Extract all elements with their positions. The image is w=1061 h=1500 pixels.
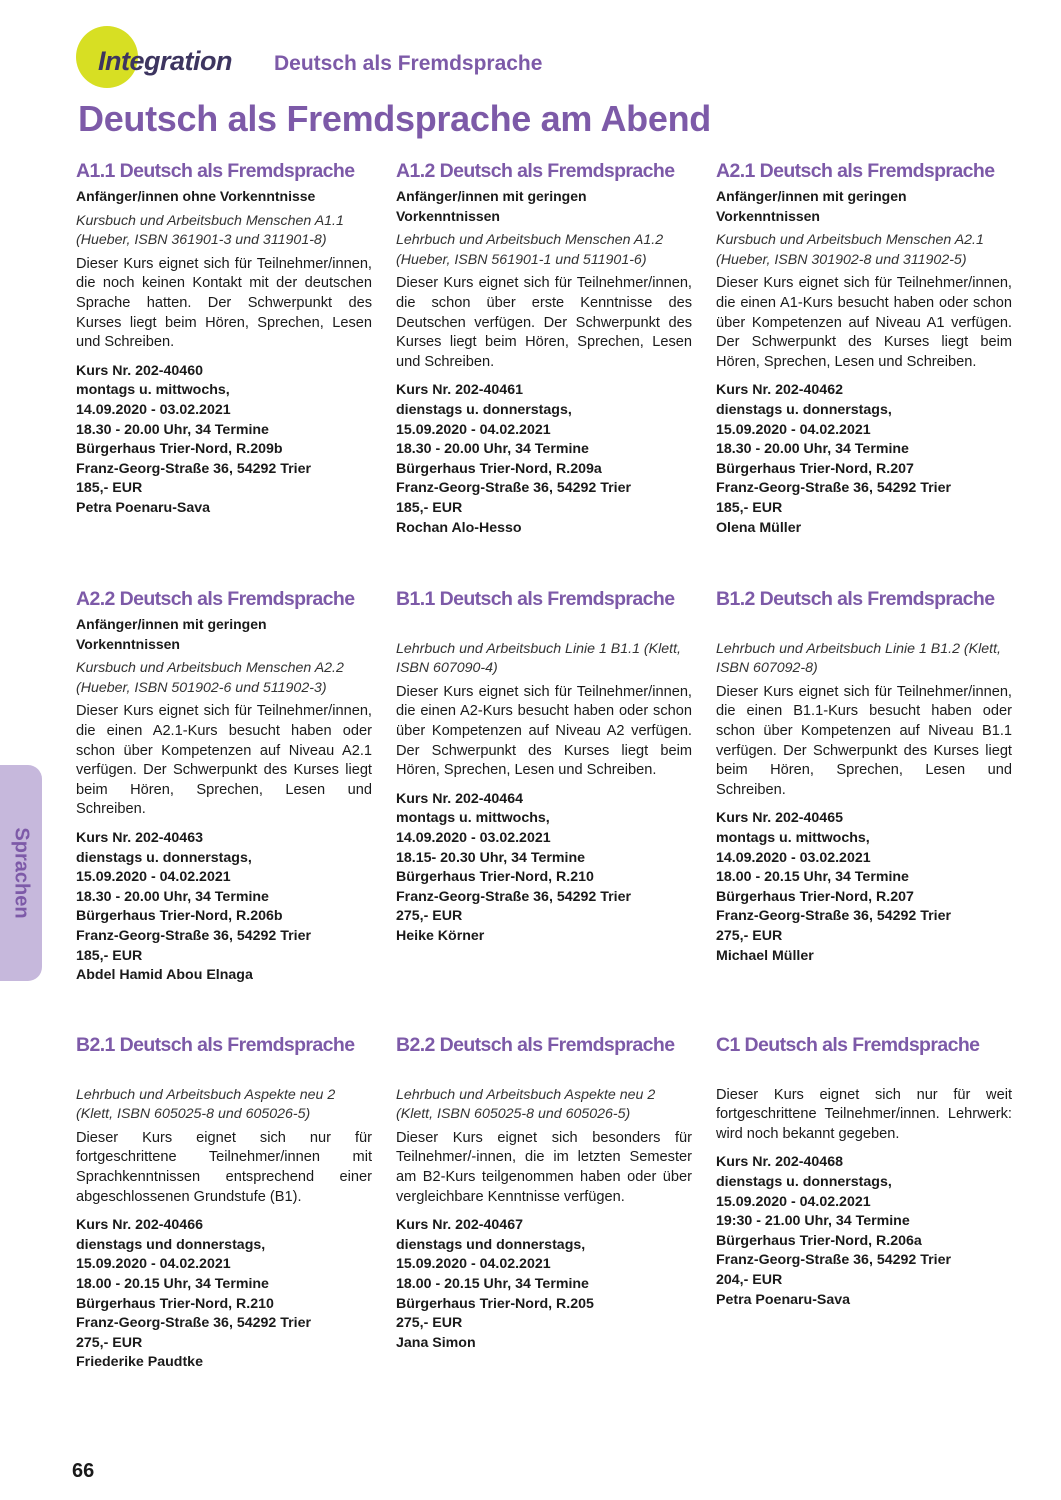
course-description: Dieser Kurs eignet sich für Teilnehmer/innen, die einen A2-Kurs besucht haben oder schon über Kompetenzen auf Niveau A2 verfügen. Der Schwerpunkt des Kurses liegt beim Hören, Sprechen, Lesen und Schreiben. [396,683,692,779]
course-dates: 14.09.2020 - 03.02.2021 [76,401,231,418]
course-time: 18.30 - 20.00 Uhr, 34 Termine [396,441,589,458]
course-days: dienstags u. donnerstags, [716,401,892,418]
course-time: 18.30 - 20.00 Uhr, 34 Termine [716,441,909,458]
course-address: Franz-Georg-Straße 36, 54292 Trier [76,460,311,477]
course-level [396,1061,692,1081]
course-title: C1 Deutsch als Fremdsprache [716,1034,980,1056]
course-title: B2.1 Deutsch als Fremdsprache [76,1034,355,1056]
course-price: 204,- EUR [716,1271,783,1288]
course-number: Kurs Nr. 202-40460 [76,362,203,379]
course-room: Bürgerhaus Trier-Nord, R.209b [76,441,283,458]
course-number: Kurs Nr. 202-40467 [396,1217,523,1234]
course-book: Lehrbuch und Arbeitsbuch Menschen A1.2 (Hueber, ISBN 561901-1 und 511901-6) [396,232,664,268]
course-title: B1.1 Deutsch als Fremdsprache [396,588,675,610]
course-number: Kurs Nr. 202-40462 [716,382,843,399]
course-number: Kurs Nr. 202-40466 [76,1217,203,1234]
course-block [76,1032,372,1373]
course-info [76,1216,372,1373]
course-description: Dieser Kurs eignet sich für Teilnehmer/innen, die einen B1.1-Kurs besucht haben oder schon über Kompetenzen auf Niveau B1.1 verfügen. Der Schwerpunkt des Kurses liegt beim Hören, Sprechen, Lesen und Schreiben. [716,683,1012,798]
course-level: Anfänger/innen mit geringen Vorkenntnissen [396,188,587,224]
course-days: dienstags u. donnerstags, [396,401,572,418]
course-title: A1.1 Deutsch als Fremdsprache [76,160,355,182]
course-info [76,829,372,986]
course-teacher: Petra Poenaru-Sava [716,1291,851,1308]
course-teacher: Abdel Hamid Abou Elnaga [76,967,253,984]
course-level [716,615,1012,635]
course-title: B2.2 Deutsch als Fremdsprache [396,1034,675,1056]
course-description: Dieser Kurs eignet sich nur für fortgeschrittene Teilnehmer/innen mit Sprachkenntnissen entsprechend einer abgeschlossenen Grundstufe (B1). [76,1129,372,1205]
course-time: 18.30 - 20.00 Uhr, 34 Termine [76,421,269,438]
page-header [76,24,1036,104]
course-info [396,1216,692,1353]
course-level: Anfänger/innen ohne Vorkenntnisse [76,188,316,204]
course-level [76,1061,372,1081]
course-info [396,790,692,947]
course-block [76,158,372,519]
course-block [396,158,692,538]
course-description: Dieser Kurs eignet sich für Teilnehmer/innen, die einen A1-Kurs besucht haben oder schon über Kompetenzen auf Niveau A1 verfügen. Der Schwerpunkt des Kurses liegt beim Hören, Sprechen, Lesen und Schreiben. [716,275,1012,370]
course-number: Kurs Nr. 202-40463 [76,829,203,846]
course-number: Kurs Nr. 202-40468 [716,1154,843,1171]
course-block [76,586,372,986]
course-title: A1.2 Deutsch als Fremdsprache [396,160,675,182]
integration-logo-text: Integration [98,46,232,76]
course-dates: 15.09.2020 - 04.02.2021 [76,1256,231,1273]
course-info [76,362,372,519]
course-address: Franz-Georg-Straße 36, 54292 Trier [396,888,631,905]
course-level [396,615,692,635]
course-room: Bürgerhaus Trier-Nord, R.210 [396,869,594,886]
side-tab-label: Sprachen [10,827,33,919]
course-teacher: Friederike Paudtke [76,1354,203,1371]
course-description: Dieser Kurs eignet sich für Teilnehmer/innen, die schon über erste Kenntnisse des Deutschen verfügen. Der Schwerpunkt des Kurses liegt beim Hören, Sprechen, Lesen und Schreiben. [396,275,692,370]
side-tab [0,765,42,981]
course-room: Bürgerhaus Trier-Nord, R.210 [76,1295,274,1312]
course-title: A2.1 Deutsch als Fremdsprache [716,160,995,182]
course-days: dienstags und donnerstags, [396,1236,586,1253]
course-title: A2.2 Deutsch als Fremdsprache [76,588,355,610]
course-title: B1.2 Deutsch als Fremdsprache [716,588,995,610]
course-teacher: Petra Poenaru-Sava [76,499,211,516]
course-address: Franz-Georg-Straße 36, 54292 Trier [716,908,951,925]
course-dates: 15.09.2020 - 04.02.2021 [716,421,871,438]
course-number: Kurs Nr. 202-40461 [396,382,523,399]
course-dates: 15.09.2020 - 04.02.2021 [396,421,551,438]
course-book: Kursbuch und Arbeitsbuch Menschen A2.2 (Hueber, ISBN 501902-6 und 511902-3) [76,660,344,696]
course-level: Anfänger/innen mit geringen Vorkenntnissen [716,188,907,224]
course-block [396,1032,692,1353]
course-days: dienstags u. donnerstags, [76,849,252,866]
course-teacher: Michael Müller [716,947,814,964]
course-days: dienstags u. donnerstags, [716,1173,892,1190]
course-address: Franz-Georg-Straße 36, 54292 Trier [396,480,631,497]
course-days: montags u. mittwochs, [76,382,230,399]
page-number: 66 [72,1460,95,1482]
course-address: Franz-Georg-Straße 36, 54292 Trier [76,927,311,944]
course-time: 18.15- 20.30 Uhr, 34 Termine [396,849,586,866]
course-days: montags u. mittwochs, [716,829,870,846]
course-info [396,381,692,538]
course-room: Bürgerhaus Trier-Nord, R.207 [716,460,914,477]
course-book: Kursbuch und Arbeitsbuch Menschen A2.1 (Hueber, ISBN 301902-8 und 311902-5) [716,232,984,268]
course-address: Franz-Georg-Straße 36, 54292 Trier [76,1315,311,1332]
course-dates: 15.09.2020 - 04.02.2021 [396,1256,551,1273]
page-title: Deutsch als Fremdsprache am Abend [78,98,711,139]
course-room: Bürgerhaus Trier-Nord, R.207 [716,888,914,905]
course-dates: 15.09.2020 - 04.02.2021 [716,1193,871,1210]
course-dates: 14.09.2020 - 03.02.2021 [396,829,551,846]
course-address: Franz-Georg-Straße 36, 54292 Trier [716,480,951,497]
course-book: Lehrbuch und Arbeitsbuch Linie 1 B1.1 (Klett, ISBN 607090-4) [396,640,681,677]
course-price: 185,- EUR [76,480,143,497]
course-time: 18.00 - 20.15 Uhr, 34 Termine [396,1275,589,1292]
course-price: 275,- EUR [396,908,463,925]
course-price: 185,- EUR [76,947,143,964]
course-block [716,1032,1012,1310]
course-time: 19:30 - 21.00 Uhr, 34 Termine [716,1213,910,1230]
course-info [716,809,1012,966]
course-number: Kurs Nr. 202-40464 [396,790,523,807]
course-teacher: Olena Müller [716,519,802,536]
course-book: Lehrbuch und Arbeitsbuch Aspekte neu 2 (Klett, ISBN 605025-8 und 605026-5) [76,1086,336,1123]
course-dates: 15.09.2020 - 04.02.2021 [76,869,231,886]
course-book: Lehrbuch und Arbeitsbuch Aspekte neu 2 (Klett, ISBN 605025-8 und 605026-5) [396,1086,656,1123]
course-room: Bürgerhaus Trier-Nord, R.206a [716,1232,922,1249]
course-days: dienstags und donnerstags, [76,1236,266,1253]
course-price: 185,- EUR [716,499,783,516]
course-info [716,381,1012,538]
course-room: Bürgerhaus Trier-Nord, R.209a [396,460,602,477]
course-time: 18.30 - 20.00 Uhr, 34 Termine [76,888,269,905]
course-number: Kurs Nr. 202-40465 [716,810,843,827]
course-price: 275,- EUR [396,1315,463,1332]
course-price: 275,- EUR [716,927,783,944]
course-teacher: Rochan Alo-Hesso [396,519,522,536]
section-label: Deutsch als Fremdsprache [274,52,543,75]
course-level: Anfänger/innen mit geringen Vorkenntnissen [76,616,267,652]
course-room: Bürgerhaus Trier-Nord, R.206b [76,908,283,925]
course-description: Dieser Kurs eignet sich für Teilnehmer/innen, die noch keinen Kontakt mit der deutschen Sprache hatten. Der Schwerpunkt des Kurses liegt beim Hören, Sprechen, Lesen und Schreiben. [76,255,372,351]
course-dates: 14.09.2020 - 03.02.2021 [716,849,871,866]
course-level [716,1061,1012,1081]
course-book: Lehrbuch und Arbeitsbuch Linie 1 B1.2 (Klett, ISBN 607092-8) [716,640,1001,677]
course-info [716,1153,1012,1310]
course-teacher: Jana Simon [396,1334,476,1351]
course-block [716,158,1012,538]
course-days: montags u. mittwochs, [396,810,550,827]
course-time: 18.00 - 20.15 Uhr, 34 Termine [716,869,909,886]
course-description: Dieser Kurs eignet sich besonders für Teilnehmer/-innen, die im letzten Semester am B2-Kurs teilgenommen haben oder über vergleichbare Kenntnisse verfügen. [396,1129,692,1205]
course-description: Dieser Kurs eignet sich für Teilnehmer/innen, die einen A2.1-Kurs besucht haben oder schon über Kompetenzen auf Niveau A2.1 verfügen. Der Schwerpunkt des Kurses liegt beim Hören, Sprechen, Lesen und Schreiben. [76,703,372,818]
course-room: Bürgerhaus Trier-Nord, R.205 [396,1295,594,1312]
course-block [396,586,692,947]
course-block [716,586,1012,966]
course-price: 185,- EUR [396,499,463,516]
course-time: 18.00 - 20.15 Uhr, 34 Termine [76,1275,269,1292]
course-teacher: Heike Körner [396,927,485,944]
course-description: Dieser Kurs eignet sich nur für weit fortgeschrittene Teilnehmer/innen. Lehrwerk: wird noch bekannt gegeben. [716,1086,1012,1142]
course-address: Franz-Georg-Straße 36, 54292 Trier [716,1252,951,1269]
course-price: 275,- EUR [76,1334,143,1351]
course-book: Kursbuch und Arbeitsbuch Menschen A1.1 (Hueber, ISBN 361901-3 und 311901-8) [76,212,344,249]
